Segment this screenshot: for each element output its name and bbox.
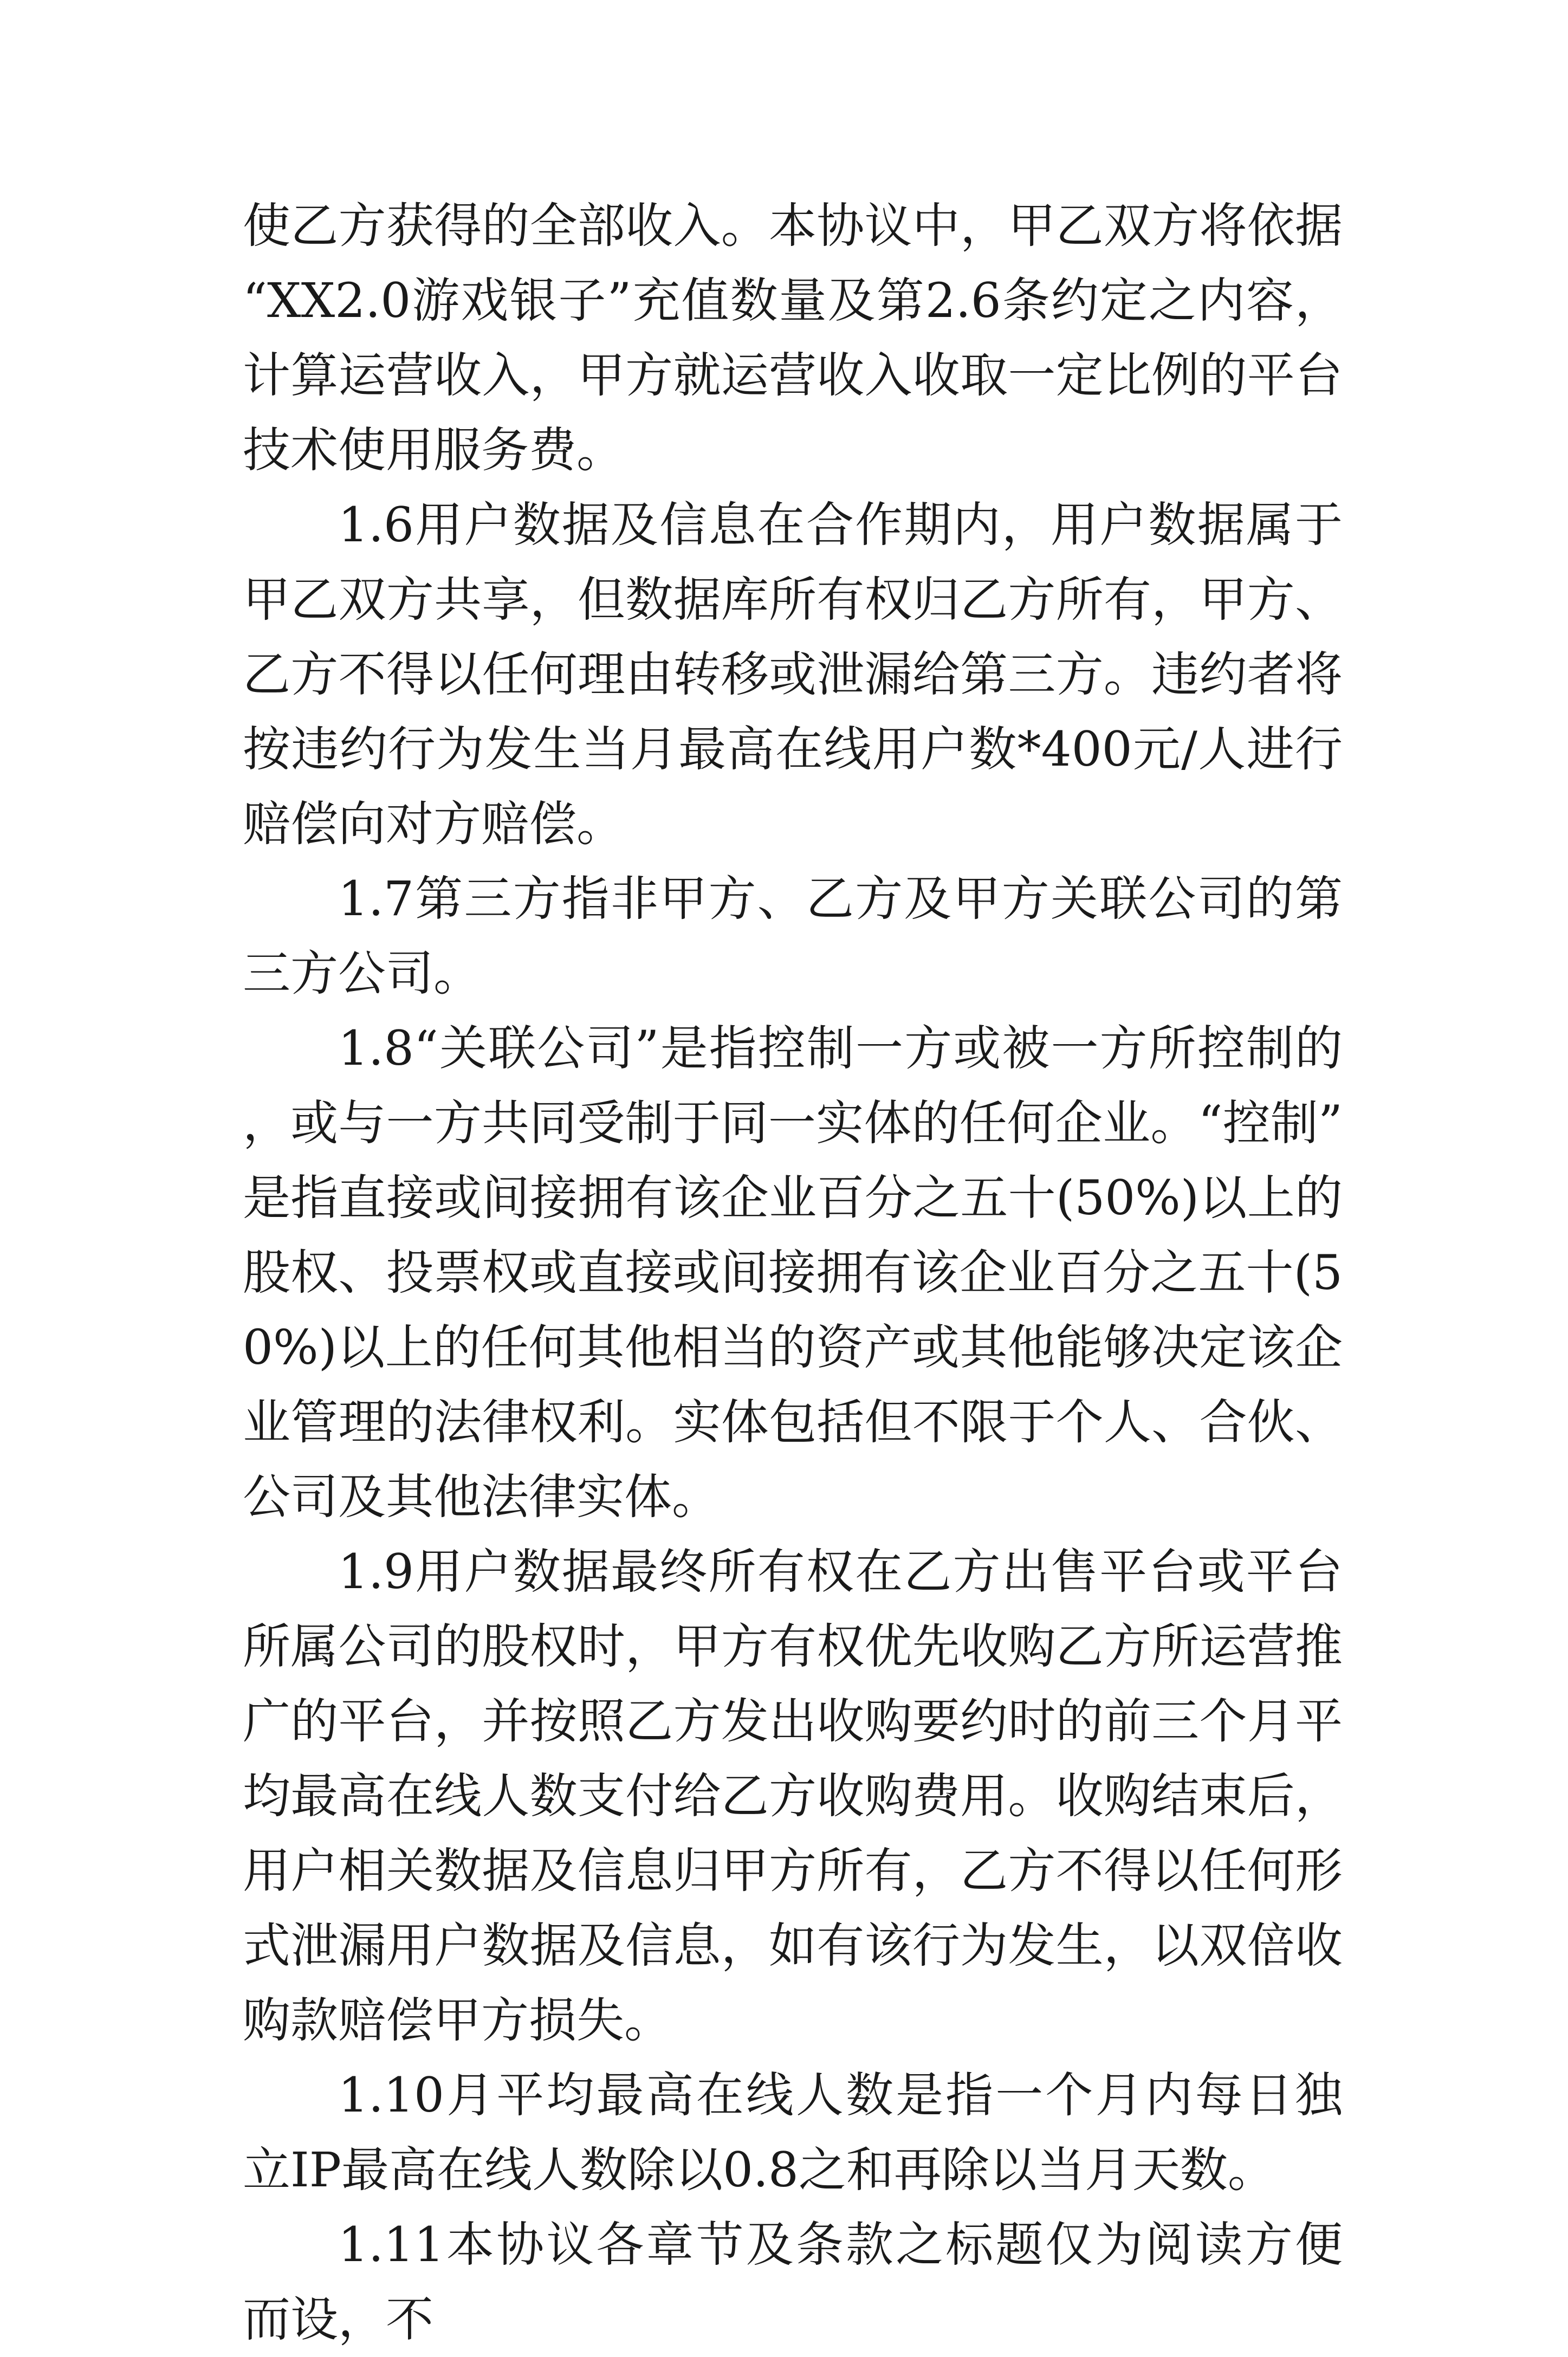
paragraph-clause-1-10: 1.10月平均最高在线人数是指一个月内每日独立IP最高在线人数除以0.8之和再除以当月天数。 — [243, 2067, 1343, 2198]
paragraph-clause-1-9: 1.9用户数据最终所有权在乙方出售平台或平台所属公司的股权时，甲方有权优先收购乙方所运营推广的平台，并按照乙方发出收购要约时的前三个月平均最高在线人数支付给乙方收购费用。收购结束后，用户相关数据及信息归甲方所有，乙方不得以任何形式泄漏用户数据及信息，如有该行为发生，以双倍收购款赔偿甲方损失。 — [243, 1544, 1343, 2048]
paragraph-clause-1-7: 1.7第三方指非甲方、乙方及甲方关联公司的第三方公司。 — [243, 871, 1343, 1001]
document-body — [243, 189, 1343, 2357]
paragraph-revenue-continuation: 使乙方获得的全部收入。本协议中，甲乙双方将依据“XX2.0游戏银子”充值数量及第2.6条约定之内容，计算运营收入，甲方就运营收入收取一定比例的平台技术使用服务费。 — [243, 198, 1343, 478]
paragraph-clause-1-11: 1.11本协议各章节及条款之标题仅为阅读方便而设，不 — [243, 2217, 1343, 2347]
paragraph-clause-1-6: 1.6用户数据及信息在合作期内，用户数据属于甲乙双方共享，但数据库所有权归乙方所有，甲方、乙方不得以任何理由转移或泄漏给第三方。违约者将按违约行为发生当月最高在线用户数*400元/人进行赔偿向对方赔偿。 — [243, 497, 1343, 852]
paragraph-clause-1-8: 1.8“关联公司”是指控制一方或被一方所控制的，或与一方共同受制于同一实体的任何企业。“控制”是指直接或间接拥有该企业百分之五十(50%)以上的股权、投票权或直接或间接拥有该企业百分之五十(50%)以上的任何其他相当的资产或其他能够决定该企业管理的法律权利。实体包括但不限于个人、合伙、公司及其他法律实体。 — [243, 1020, 1343, 1525]
